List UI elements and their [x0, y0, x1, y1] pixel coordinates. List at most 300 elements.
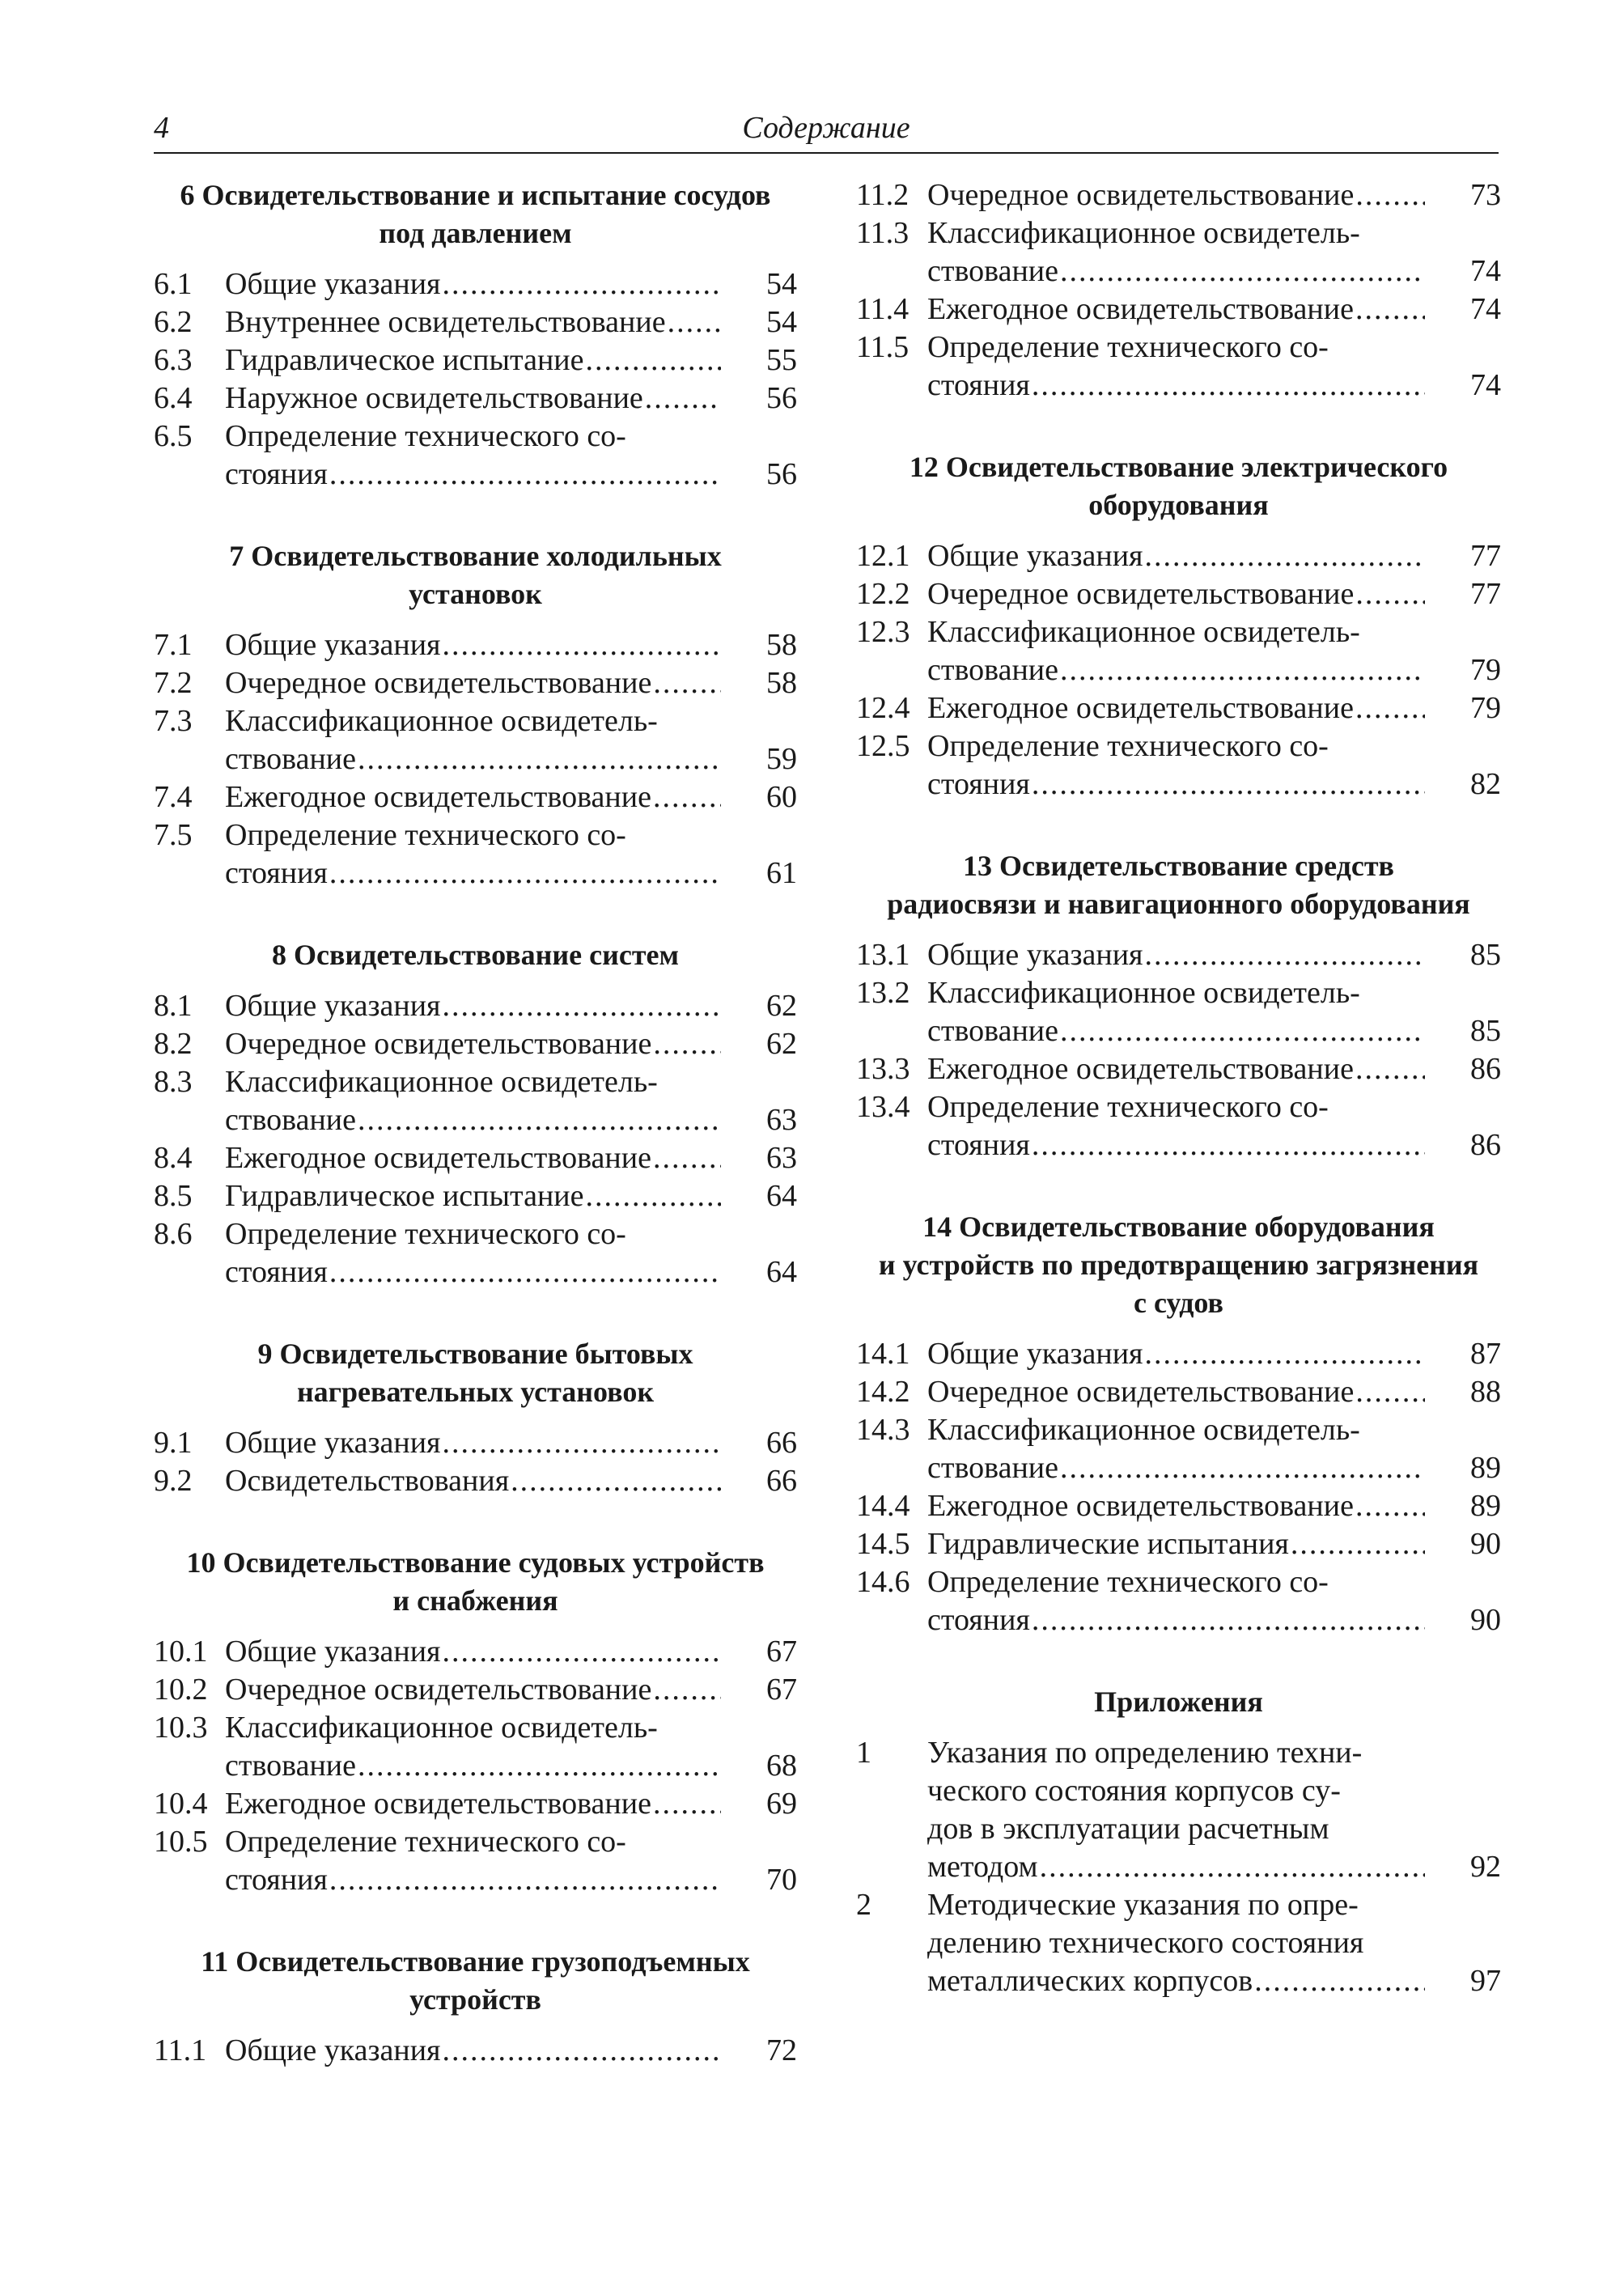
entry-page-number: 97: [1470, 1964, 1501, 1998]
entry-title: [225, 1709, 721, 1785]
entry-title-last-line: [927, 1050, 1425, 1088]
entry-page-number: 79: [1470, 691, 1501, 725]
dot-leader: [358, 740, 721, 778]
dot-leader: [1355, 1373, 1425, 1411]
toc-entry[interactable]: [154, 1709, 797, 1785]
entry-number: 12.3: [856, 615, 910, 649]
toc-section: [856, 1683, 1501, 2000]
toc-entry[interactable]: [856, 329, 1501, 405]
entry-page-number: 64: [766, 1179, 797, 1213]
entry-title-line: Определение технического со-: [225, 419, 626, 453]
entry-number: 13.4: [856, 1090, 910, 1124]
section-title-line: 11 Освидетельствование грузоподъемных: [201, 1945, 750, 1978]
dot-leader: [358, 1747, 721, 1785]
entry-title-line: ствование: [225, 742, 357, 776]
toc-section: [154, 1544, 797, 1899]
toc-section: [856, 448, 1501, 804]
entry-page-number: 82: [1470, 767, 1501, 801]
entry-title-line: Внутреннее освидетельствование: [225, 305, 666, 339]
dot-leader: [443, 1424, 721, 1462]
section-title-line: устройств: [409, 1983, 541, 2016]
entry-title: [927, 329, 1425, 405]
entry-title-line: Определение технического со-: [225, 1825, 626, 1859]
toc-entry[interactable]: [856, 727, 1501, 804]
entry-title-line: Очередное освидетельствование: [225, 1673, 652, 1707]
entry-title: [927, 214, 1425, 290]
entry-title-last-line: [225, 1462, 721, 1500]
section-title-line: с судов: [1134, 1287, 1223, 1319]
entry-title: [225, 1025, 721, 1063]
entry-title-line: дов в эксплуатации расчетным: [927, 1812, 1329, 1846]
section-title-line: 14 Освидетельствование оборудования: [922, 1211, 1435, 1243]
toc-entry[interactable]: [154, 1063, 797, 1139]
toc-entry[interactable]: [856, 1050, 1501, 1088]
toc-entry[interactable]: [154, 265, 797, 303]
entry-title-last-line: [927, 1373, 1425, 1411]
dot-leader: [586, 1177, 722, 1215]
entry-title: [225, 626, 721, 664]
entry-page-number: 87: [1470, 1337, 1501, 1371]
entry-title-line: стояния: [927, 767, 1030, 801]
entry-title-line: Общие указания: [225, 2033, 441, 2067]
entry-title: [927, 290, 1425, 329]
entry-title-line: Очередное освидетельствование: [927, 1375, 1355, 1409]
toc-entry[interactable]: [154, 2032, 797, 2070]
toc-entry[interactable]: [856, 176, 1501, 214]
dot-leader: [329, 1861, 721, 1899]
entry-title-line: Гидравлические испытания: [927, 1527, 1289, 1561]
toc-entry[interactable]: [154, 664, 797, 702]
toc-entry[interactable]: [856, 575, 1501, 613]
entry-number: 11.5: [856, 330, 910, 364]
toc-entry[interactable]: [154, 626, 797, 664]
entry-title-line: Определение технического со-: [927, 729, 1329, 763]
entry-title-line: металлических корпусов: [927, 1964, 1253, 1998]
toc-entry[interactable]: [856, 290, 1501, 329]
entry-title: [927, 727, 1425, 804]
toc-entry[interactable]: [154, 987, 797, 1025]
entry-number: 14.3: [856, 1413, 910, 1447]
toc-entry[interactable]: [856, 689, 1501, 727]
toc-section: [154, 176, 797, 494]
entry-title-last-line: [225, 1139, 721, 1177]
entry-title-line: Ежегодное освидетельствование: [927, 691, 1354, 725]
entry-title-line: Общие указания: [225, 989, 441, 1023]
entry-title: [927, 1487, 1425, 1525]
entry-title-line: Классификационное освидетель-: [927, 1413, 1360, 1447]
toc-entry[interactable]: [856, 1525, 1501, 1563]
section-title: [856, 448, 1501, 524]
entry-title-last-line: [927, 1848, 1425, 1886]
entry-title-last-line: [927, 290, 1425, 329]
toc-section: [154, 537, 797, 893]
entry-number: 6.1: [154, 267, 193, 301]
entry-title-line: Общие указания: [225, 1426, 441, 1460]
section-title-line: 8 Освидетельствование систем: [272, 939, 679, 971]
entry-page-number: 66: [766, 1464, 797, 1498]
dot-leader: [1355, 1050, 1425, 1088]
dot-leader: [586, 341, 722, 380]
toc-entry[interactable]: [154, 418, 797, 494]
entry-title: [927, 537, 1425, 575]
toc-entry[interactable]: [856, 1411, 1501, 1487]
dot-leader: [1254, 1962, 1425, 2000]
dot-leader: [645, 380, 721, 418]
section-title-line: оборудования: [1088, 489, 1269, 521]
section-title-line: 9 Освидетельствование бытовых: [257, 1338, 693, 1370]
toc-entry[interactable]: [154, 380, 797, 418]
entry-page-number: 62: [766, 1027, 797, 1061]
entry-title-line: стояния: [927, 368, 1030, 402]
entry-title: [225, 1785, 721, 1823]
entry-title: [225, 2032, 721, 2070]
entry-title: [927, 1335, 1425, 1373]
entry-title-line: Указания по определению техни-: [927, 1736, 1363, 1770]
section-title: [856, 1683, 1501, 1721]
dot-leader: [1355, 290, 1425, 329]
entry-title: [225, 702, 721, 778]
entry-number: 13.1: [856, 938, 910, 972]
entry-title: [927, 974, 1425, 1050]
entry-page-number: 86: [1470, 1052, 1501, 1086]
dot-leader: [653, 1025, 721, 1063]
entry-number: 11.2: [856, 178, 910, 212]
section-title-line: 6 Освидетельствование и испытание сосудов: [180, 179, 771, 211]
toc-entry[interactable]: [154, 303, 797, 341]
entry-number: 13.2: [856, 976, 910, 1010]
toc-left-column: [154, 176, 797, 2114]
entry-title: [225, 816, 721, 893]
toc-entry[interactable]: [856, 974, 1501, 1050]
entry-title-last-line: [225, 987, 721, 1025]
toc-entry[interactable]: [856, 936, 1501, 974]
toc-section: [856, 176, 1501, 405]
entry-number: 6.2: [154, 305, 193, 339]
toc-entry[interactable]: [856, 537, 1501, 575]
entry-number: 8.2: [154, 1027, 193, 1061]
entry-page-number: 77: [1470, 539, 1501, 573]
entry-title-line: Ежегодное освидетельствование: [927, 1052, 1354, 1086]
entry-title-line: стояния: [927, 1128, 1030, 1162]
entry-title-last-line: [927, 1335, 1425, 1373]
section-title: [856, 1208, 1501, 1322]
dot-leader: [1032, 765, 1425, 804]
entry-title-last-line: [927, 1525, 1425, 1563]
entry-page-number: 70: [766, 1863, 797, 1897]
entry-page-number: 64: [766, 1255, 797, 1289]
toc-entry[interactable]: [154, 1462, 797, 1500]
entry-page-number: 63: [766, 1141, 797, 1175]
toc-entry[interactable]: [856, 1487, 1501, 1525]
entry-page-number: 66: [766, 1426, 797, 1460]
entry-title-line: Очередное освидетельствование: [225, 666, 652, 700]
entry-title-last-line: [225, 1785, 721, 1823]
section-title-line: радиосвязи и навигационного оборудования: [887, 888, 1470, 920]
entry-title-last-line: [927, 1449, 1425, 1487]
entry-title-last-line: [927, 252, 1425, 290]
entry-title-last-line: [225, 854, 721, 893]
running-header: [154, 112, 1499, 154]
dot-leader: [668, 303, 721, 341]
entry-title-line: Определение технического со-: [927, 330, 1329, 364]
entry-number: 10.3: [154, 1711, 208, 1745]
entry-title: [225, 1215, 721, 1291]
dot-leader: [1060, 252, 1425, 290]
entry-number: 6.3: [154, 343, 193, 377]
toc-entry[interactable]: [154, 341, 797, 380]
entry-page-number: 54: [766, 267, 797, 301]
entry-title-last-line: [927, 575, 1425, 613]
entry-title: [225, 1063, 721, 1139]
entry-page-number: 72: [766, 2033, 797, 2067]
entry-title-line: Классификационное освидетель-: [225, 1065, 658, 1099]
entry-title-last-line: [225, 740, 721, 778]
dot-leader: [358, 1101, 721, 1139]
entry-number: 11.3: [856, 216, 910, 250]
section-title: [154, 1943, 797, 2019]
toc-entry[interactable]: [154, 1823, 797, 1899]
entry-title: [927, 1734, 1425, 1886]
toc-section: [154, 1335, 797, 1500]
entry-title-line: Классификационное освидетель-: [927, 216, 1360, 250]
entry-title-last-line: [927, 537, 1425, 575]
entry-page-number: 74: [1470, 368, 1501, 402]
entry-title-last-line: [225, 1424, 721, 1462]
entry-page-number: 86: [1470, 1128, 1501, 1162]
entry-number: 12.5: [856, 729, 910, 763]
entry-title-last-line: [225, 380, 721, 418]
entry-title-last-line: [927, 936, 1425, 974]
dot-leader: [443, 1633, 721, 1671]
toc-entry[interactable]: [154, 1177, 797, 1215]
entry-number: 1: [856, 1736, 871, 1770]
toc-entry[interactable]: [856, 1886, 1501, 2000]
section-title-line: установок: [409, 578, 542, 610]
entry-page-number: 54: [766, 305, 797, 339]
entry-title-line: Гидравлическое испытание: [225, 1179, 584, 1213]
entry-number: 12.1: [856, 539, 910, 573]
toc-entry[interactable]: [154, 1785, 797, 1823]
entry-title-last-line: [225, 2032, 721, 2070]
entry-title: [927, 936, 1425, 974]
entry-page-number: 77: [1470, 577, 1501, 611]
dot-leader: [1060, 651, 1425, 689]
dot-leader: [1145, 936, 1425, 974]
toc-entry[interactable]: [856, 613, 1501, 689]
entry-number: 8.4: [154, 1141, 193, 1175]
entry-title-last-line: [927, 765, 1425, 804]
entry-page-number: 88: [1470, 1375, 1501, 1409]
entry-title: [225, 1671, 721, 1709]
section-title: [154, 1335, 797, 1411]
entry-title-line: Освидетельствования: [225, 1464, 510, 1498]
entry-title: [225, 418, 721, 494]
entry-title-line: Очередное освидетельствование: [927, 577, 1355, 611]
entry-title: [225, 1424, 721, 1462]
entry-title-last-line: [225, 1747, 721, 1785]
entry-title-last-line: [927, 1012, 1425, 1050]
entry-title: [927, 1088, 1425, 1164]
toc-entry[interactable]: [856, 1088, 1501, 1164]
entry-page-number: 60: [766, 780, 797, 814]
toc-entry[interactable]: [856, 1734, 1501, 1886]
entry-title-last-line: [927, 1962, 1425, 2000]
entry-number: 10.2: [154, 1673, 208, 1707]
entry-title-last-line: [927, 689, 1425, 727]
entry-page-number: 67: [766, 1635, 797, 1669]
entry-number: 12.4: [856, 691, 910, 725]
entry-number: 9.1: [154, 1426, 193, 1460]
entry-page-number: 74: [1470, 254, 1501, 288]
entry-number: 14.4: [856, 1489, 910, 1523]
toc-entry[interactable]: [154, 1025, 797, 1063]
entry-number: 6.4: [154, 381, 193, 415]
running-title: Содержание: [742, 111, 910, 145]
entry-title-line: Определение технического со-: [225, 818, 626, 852]
entry-page-number: 74: [1470, 292, 1501, 326]
entry-title-line: Ежегодное освидетельствование: [225, 1141, 651, 1175]
entry-title-line: стояния: [927, 1603, 1030, 1637]
entry-title-line: Общие указания: [927, 539, 1143, 573]
entry-title-line: ствование: [225, 1749, 357, 1783]
entry-title-last-line: [225, 1025, 721, 1063]
toc-entry[interactable]: [154, 1139, 797, 1177]
toc-section: [154, 1943, 797, 2070]
toc-entry[interactable]: [154, 1633, 797, 1671]
toc-entry[interactable]: [856, 1563, 1501, 1639]
entry-number: 9.2: [154, 1464, 193, 1498]
section-title: [154, 936, 797, 974]
entry-title-line: Методические указания по опре-: [927, 1888, 1359, 1922]
dot-leader: [329, 1253, 721, 1291]
entry-number: 7.4: [154, 780, 193, 814]
entry-title-line: Гидравлическое испытание: [225, 343, 584, 377]
dot-leader: [1355, 1487, 1425, 1525]
entry-title-last-line: [225, 626, 721, 664]
dot-leader: [653, 1785, 721, 1823]
toc-entry[interactable]: [154, 702, 797, 778]
entry-number: 8.5: [154, 1179, 193, 1213]
entry-page-number: 89: [1470, 1489, 1501, 1523]
entry-title: [225, 1462, 721, 1500]
entry-title-last-line: [225, 456, 721, 494]
entry-page-number: 69: [766, 1787, 797, 1821]
section-title-line: нагревательных установок: [296, 1376, 655, 1408]
entry-page-number: 63: [766, 1103, 797, 1137]
dot-leader: [1145, 1335, 1425, 1373]
entry-title-line: Классификационное освидетель-: [225, 1711, 658, 1745]
toc-entry[interactable]: [856, 214, 1501, 290]
entry-page-number: 85: [1470, 938, 1501, 972]
entry-title-last-line: [927, 651, 1425, 689]
entry-number: 8.6: [154, 1217, 193, 1251]
entry-number: 14.6: [856, 1565, 910, 1599]
toc-entry[interactable]: [856, 1335, 1501, 1373]
toc-entry[interactable]: [856, 1373, 1501, 1411]
entry-title-last-line: [225, 341, 721, 380]
entry-title-line: стояния: [225, 1255, 328, 1289]
entry-title: [927, 176, 1425, 214]
entry-page-number: 62: [766, 989, 797, 1023]
entry-number: 8.1: [154, 989, 193, 1023]
entry-page-number: 56: [766, 457, 797, 491]
entry-title-last-line: [225, 303, 721, 341]
entry-page-number: 56: [766, 381, 797, 415]
dot-leader: [1032, 1126, 1425, 1164]
entry-title-line: Очередное освидетельствование: [927, 178, 1355, 212]
entry-title: [225, 778, 721, 816]
entry-title: [225, 664, 721, 702]
section-title: [856, 847, 1501, 923]
section-title-line: и снабжения: [392, 1584, 558, 1617]
toc-entry[interactable]: [154, 1671, 797, 1709]
entry-number: 12.2: [856, 577, 910, 611]
entry-number: 7.3: [154, 704, 193, 738]
entry-number: 7.5: [154, 818, 193, 852]
toc-section: [856, 1208, 1501, 1639]
entry-title: [927, 1886, 1425, 2000]
section-title: [154, 537, 797, 613]
dot-leader: [443, 265, 721, 303]
entry-title: [927, 1050, 1425, 1088]
entry-title-line: Определение технического со-: [927, 1565, 1329, 1599]
toc-entry[interactable]: [154, 1215, 797, 1291]
entry-title-last-line: [225, 265, 721, 303]
entry-title-line: Общие указания: [927, 938, 1143, 972]
dot-leader: [443, 2032, 721, 2070]
entry-title-last-line: [225, 1177, 721, 1215]
entry-title-line: Классификационное освидетель-: [927, 976, 1360, 1010]
entry-title: [225, 1633, 721, 1671]
toc-entry[interactable]: [154, 1424, 797, 1462]
entry-title-last-line: [927, 1126, 1425, 1164]
dot-leader: [1145, 537, 1425, 575]
entry-number: 7.1: [154, 628, 193, 662]
entry-page-number: 58: [766, 666, 797, 700]
entry-title-line: Очередное освидетельствование: [225, 1027, 652, 1061]
entry-title: [225, 341, 721, 380]
entry-title-last-line: [927, 1601, 1425, 1639]
entry-number: 10.5: [154, 1825, 208, 1859]
entry-title-line: Определение технического со-: [225, 1217, 626, 1251]
dot-leader: [329, 854, 721, 893]
entry-title: [927, 575, 1425, 613]
entry-number: 8.3: [154, 1065, 193, 1099]
entry-title-line: Классификационное освидетель-: [225, 704, 658, 738]
entry-title-last-line: [225, 664, 721, 702]
entry-page-number: 68: [766, 1749, 797, 1783]
toc-entry[interactable]: [154, 816, 797, 893]
toc-entry[interactable]: [154, 778, 797, 816]
entry-page-number: 55: [766, 343, 797, 377]
entry-title-line: Ежегодное освидетельствование: [225, 780, 651, 814]
entry-title-line: Классификационное освидетель-: [927, 615, 1360, 649]
entry-page-number: 61: [766, 856, 797, 890]
entry-title-line: стояния: [225, 856, 328, 890]
section-title-line: 13 Освидетельствование средств: [963, 850, 1394, 882]
entry-number: 11.4: [856, 292, 910, 326]
entry-title-last-line: [225, 778, 721, 816]
dot-leader: [1032, 1601, 1425, 1639]
entry-title: [927, 1411, 1425, 1487]
entry-number: 6.5: [154, 419, 193, 453]
entry-title-line: ствование: [927, 1014, 1059, 1048]
entry-page-number: 85: [1470, 1014, 1501, 1048]
dot-leader: [1060, 1012, 1425, 1050]
entry-title: [225, 265, 721, 303]
entry-title-line: Ежегодное освидетельствование: [225, 1787, 651, 1821]
entry-title-last-line: [927, 1487, 1425, 1525]
